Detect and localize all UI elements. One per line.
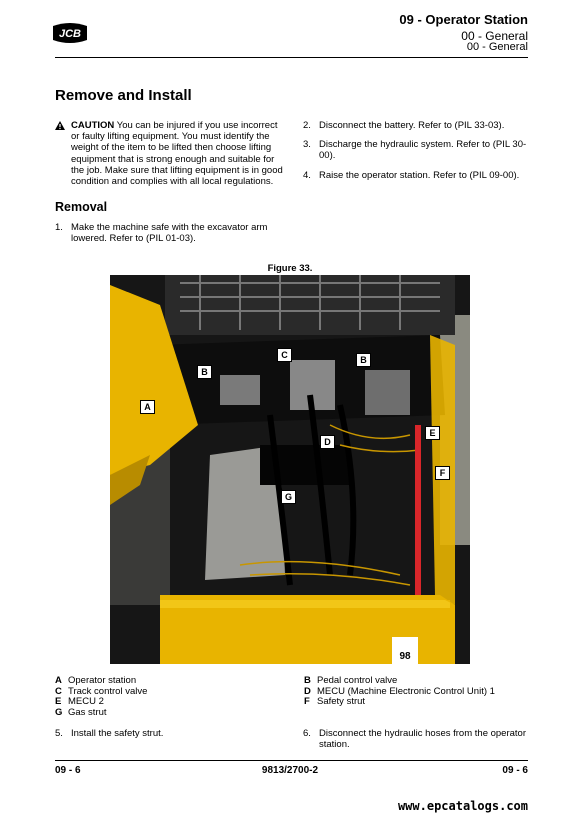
step-text: Disconnect the battery. Refer to (PIL 33-03). (319, 120, 505, 131)
callout-d: D (320, 435, 335, 449)
footer-page-left: 09 - 6 (55, 765, 81, 776)
step-number: 1. (55, 222, 63, 233)
steps-right (303, 120, 530, 187)
step-number: 5. (55, 728, 63, 739)
footer-doc-number: 9813/2700-2 (261, 765, 319, 776)
legend-item-e: E MECU 2 (55, 696, 104, 707)
callout-e: E (425, 426, 440, 440)
caution-text: You can be injured if you use incorrect or faulty lifting equipment. You must identify the weight of the item to be lifted then choose lifting equipment that is strong enough and suitable for the job. Make sure that lifting equipment is in good condition and complies with all local regulations. (71, 120, 283, 188)
figure-caption: Figure 33. (267, 263, 313, 274)
figure-photo (110, 275, 470, 664)
section-title: Remove and Install (55, 87, 192, 104)
step-number: 4. (303, 169, 311, 181)
step-3 (303, 139, 530, 161)
removal-heading: Removal (55, 200, 108, 214)
step-text: Make the machine safe with the excavator arm lowered. Refer to (PIL 01-03). (71, 222, 268, 245)
legend-item-d: D MECU (Machine Electronic Control Unit) 1 (304, 685, 495, 697)
legend-right (304, 676, 534, 708)
step-2 (303, 120, 530, 131)
callout-c: C (277, 348, 292, 362)
section-subtitle: 00 - General (461, 29, 528, 43)
legend-item-c: C Track control valve (55, 685, 148, 697)
step-text: Raise the operator station. Refer to (PIL 09-00). (319, 169, 520, 181)
callout-g: G (281, 490, 296, 504)
callout-f: F (435, 466, 450, 480)
step-1 (55, 222, 283, 250)
step-text: Disconnect the hydraulic hoses from the operator station. (319, 728, 526, 751)
step-number: 6. (303, 728, 311, 739)
chapter-title: 09 - Operator Station (399, 12, 528, 27)
callout-b-left: B (197, 365, 212, 379)
warning-icon (55, 121, 65, 133)
caution-label: CAUTION (71, 120, 115, 131)
legend-item-f: F Safety strut (304, 696, 366, 707)
step-6 (303, 728, 530, 756)
step-5 (55, 728, 283, 745)
step-text: Discharge the hydraulic system. Refer to (PIL 30-00). (319, 139, 527, 162)
callout-b-right: B (356, 353, 371, 367)
photo-sticker-text: 98 (399, 651, 411, 662)
logo-text: JCB (58, 28, 82, 40)
step-number: 3. (303, 139, 311, 151)
legend-item-b: B Pedal control valve (304, 675, 398, 686)
step-text: Install the safety strut. (71, 728, 164, 739)
footer-rule (55, 760, 528, 761)
callout-a: A (140, 400, 155, 414)
caution-block (55, 120, 283, 187)
header-rule (55, 57, 528, 58)
subsection-subtitle: 00 - General (466, 41, 528, 53)
footer-page-right: 09 - 6 (502, 765, 528, 776)
legend-left (55, 676, 285, 718)
legend-item-a: A Operator station (55, 675, 137, 686)
machine-photo-illustration (110, 275, 470, 664)
jcb-logo (50, 22, 90, 44)
step-4 (303, 170, 530, 181)
watermark-url: www.epcatalogs.com (397, 799, 528, 813)
legend-item-g: G Gas strut (55, 706, 107, 718)
step-number: 2. (303, 120, 311, 131)
